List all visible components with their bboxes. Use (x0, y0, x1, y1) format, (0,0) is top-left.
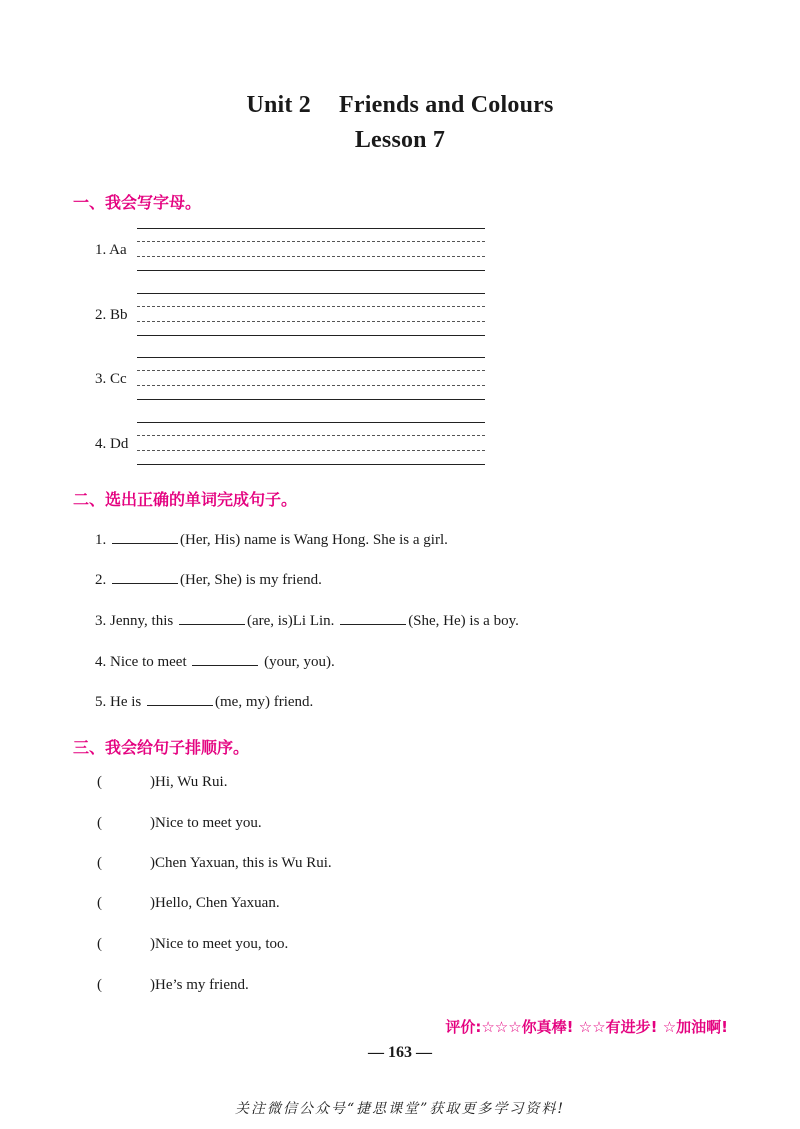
order-sentence-2: Nice to meet you. (155, 815, 262, 831)
order-item-1 (97, 774, 227, 791)
bottom-line (137, 335, 485, 336)
q5-options: (me, my) (215, 694, 270, 710)
question-4 (95, 652, 335, 671)
q3-blank-2[interactable] (340, 611, 406, 625)
order-item-3 (97, 855, 332, 872)
page-number: — 163 — (368, 1044, 432, 1061)
q3-text-start: 3. Jenny, this (95, 613, 174, 629)
unit-name: Friends and Colours (339, 92, 554, 118)
order-item-5 (97, 936, 288, 953)
paren-close: ) (150, 774, 155, 790)
q1-number: 1. (95, 532, 107, 548)
paren-open: ( (97, 936, 102, 952)
footer-note: 关注微信公众号“捷思课堂”获取更多学习资料! (235, 1101, 565, 1117)
q2-number: 2. (95, 572, 107, 588)
question-2 (95, 570, 322, 589)
order-item-4 (97, 895, 280, 912)
mid-line (137, 450, 485, 451)
paren-open: ( (97, 895, 102, 911)
paren-close: ) (150, 977, 155, 993)
question-3 (95, 611, 519, 630)
mid-line (137, 241, 485, 242)
paren-close: ) (150, 895, 155, 911)
section2-title: 二、选出正确的单词完成句子。 (73, 490, 298, 509)
paren-open: ( (97, 774, 102, 790)
section1-title: 一、我会写字母。 (73, 193, 202, 212)
letter-label-bb: 2. Bb (95, 307, 128, 323)
q3-options-2: (She, He) (408, 613, 466, 629)
section3-title: 三、我会给句子排顺序。 (73, 738, 250, 757)
q4-text-start: 4. Nice to meet (95, 654, 187, 670)
top-line (137, 422, 485, 423)
paren-open: ( (97, 855, 102, 871)
mid-line (137, 321, 485, 322)
q2-text: is my friend. (245, 572, 322, 588)
mid-line (137, 435, 485, 436)
q2-options: (Her, She) (180, 572, 242, 588)
q1-text: name is Wang Hong. She is a girl. (243, 532, 448, 548)
order-sentence-5: Nice to meet you, too. (155, 936, 289, 952)
paren-close: ) (150, 855, 155, 871)
evaluation-text: 评价:☆☆☆你真棒! ☆☆有进步! ☆加油啊! (445, 1018, 728, 1036)
q2-blank[interactable] (112, 570, 178, 584)
paren-open: ( (97, 815, 102, 831)
order-sentence-6: He’s my friend. (155, 977, 249, 993)
q3-text-end: is a boy. (469, 613, 519, 629)
q4-options: (your, you). (264, 654, 335, 670)
bottom-line (137, 399, 485, 400)
paren-close: ) (150, 815, 155, 831)
order-sentence-1: Hi, Wu Rui. (155, 774, 228, 790)
mid-line (137, 385, 485, 386)
q1-options: (Her, His) (180, 532, 241, 548)
mid-line (137, 370, 485, 371)
question-5 (95, 692, 313, 711)
question-1 (95, 530, 448, 549)
q5-text-start: 5. He is (95, 694, 142, 710)
mid-line (137, 306, 485, 307)
letter-label-aa: 1. Aa (95, 242, 127, 258)
mid-line (137, 256, 485, 257)
top-line (137, 228, 485, 229)
bottom-line (137, 270, 485, 271)
order-sentence-4: Hello, Chen Yaxuan. (155, 895, 280, 911)
q5-blank[interactable] (147, 692, 213, 706)
order-item-2 (97, 815, 262, 832)
q5-text-end: friend. (273, 694, 314, 710)
letter-label-dd: 4. Dd (95, 436, 129, 452)
letter-label-cc: 3. Cc (95, 371, 127, 387)
top-line (137, 357, 485, 358)
q3-options-1: (are, is) (246, 613, 293, 629)
unit-label: Unit 2 (246, 92, 312, 118)
q3-text-mid: Li Lin. (292, 613, 335, 629)
bottom-line (137, 464, 485, 465)
q3-blank-1[interactable] (179, 611, 245, 625)
paren-close: ) (150, 936, 155, 952)
unit-title (0, 92, 800, 119)
paren-open: ( (97, 977, 102, 993)
order-sentence-3: Chen Yaxuan, this is Wu Rui. (155, 855, 332, 871)
top-line (137, 293, 485, 294)
order-item-6 (97, 977, 249, 994)
q4-blank[interactable] (192, 652, 258, 666)
lesson-title: Lesson 7 (354, 127, 446, 153)
q1-blank[interactable] (112, 530, 178, 544)
